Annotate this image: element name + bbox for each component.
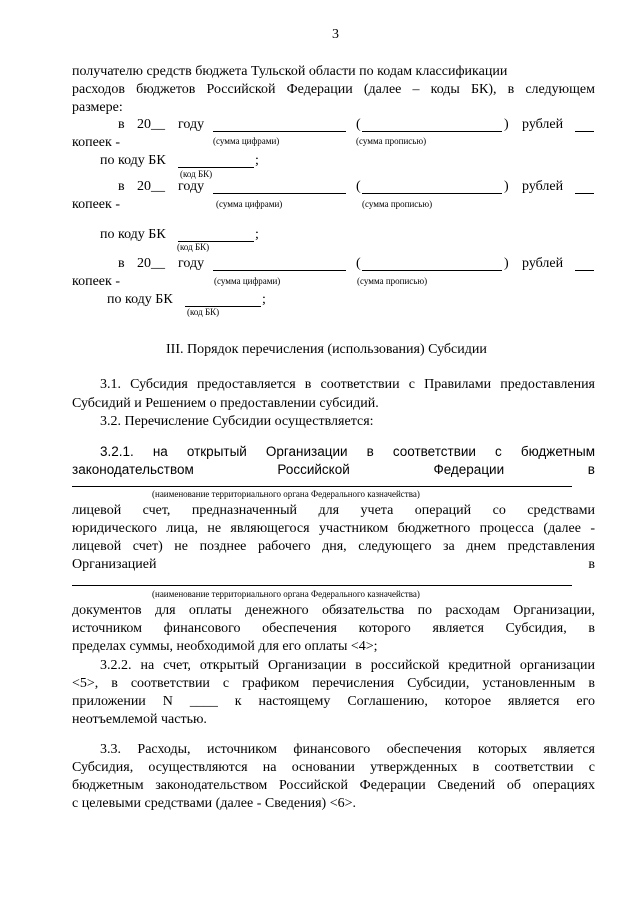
word: Федерации (433, 462, 505, 477)
code-caption: (код БК) (180, 169, 213, 179)
rubles-field[interactable] (575, 270, 594, 271)
open-paren: ( (356, 179, 361, 194)
treasury-caption-2: (наименование территориального органа Федерального казначейства) (152, 589, 420, 599)
rubles-label: рублей (522, 179, 564, 194)
p322-line-3: приложении N ____ к настоящему Соглашению, которое является его (72, 694, 595, 709)
code-field[interactable] (178, 167, 254, 168)
rubles-label: рублей (522, 256, 564, 271)
code-end: ; (255, 227, 259, 242)
amount-digits-field[interactable] (213, 131, 346, 132)
p33-line-4: с целевыми средствами (далее - Сведения) <6>. (72, 796, 356, 811)
code-end: ; (262, 292, 266, 307)
treasury-body-field-2[interactable] (72, 585, 572, 586)
year-prefix: в (118, 117, 125, 132)
p321-line-7: документов для оплаты денежного обязательства по расходам Организации, (72, 603, 595, 618)
kopecks-label: копеек - (72, 274, 120, 289)
p32-line: 3.2. Перечисление Субсидии осуществляется: (100, 414, 374, 429)
code-label: по коду БК (107, 292, 173, 307)
treasury-body-field[interactable] (72, 486, 572, 487)
p321-line-9: пределах суммы, необходимой для его оплаты <4>; (72, 639, 378, 654)
rubles-field[interactable] (575, 193, 594, 194)
amount-words-field[interactable] (362, 131, 502, 132)
p33-line-1: 3.3. Расходы, источником финансового обеспечения которых является (100, 742, 595, 757)
word: в (588, 557, 595, 572)
rubles-field[interactable] (575, 131, 594, 132)
word: в (587, 462, 595, 477)
p31-line-2: Субсидий и Решением о предоставлении субсидий. (72, 396, 379, 411)
treasury-caption: (наименование территориального органа Федерального казначейства) (152, 489, 420, 499)
year-value: 20__ (137, 117, 165, 132)
p321-line-5: лицевой счет) не позднее рабочего дня, следующего за днем представления (72, 539, 595, 554)
p31-line-1: 3.1. Субсидия предоставляется в соответствии с Правилами предоставления (100, 377, 595, 392)
year-word: году (178, 117, 205, 132)
intro-line-1: получателю средств бюджета Тульской области по кодам классификации (72, 64, 508, 79)
words-caption: (сумма прописью) (362, 199, 433, 209)
word: Организацией (72, 557, 157, 572)
amount-digits-field[interactable] (213, 270, 346, 271)
intro-line-2: расходов бюджетов Российской Федерации (далее – коды БК), в следующем (72, 82, 595, 97)
year-value: 20__ (137, 179, 165, 194)
amount-digits-field[interactable] (213, 193, 346, 194)
kopecks-label: копеек - (72, 197, 120, 212)
year-prefix: в (118, 179, 125, 194)
rubles-label: рублей (522, 117, 564, 132)
code-label: по коду БК (100, 227, 166, 242)
p322-line-2: <5>, в соответствии с графиком перечисления Субсидии, установленным в (72, 676, 595, 691)
p33-line-3: бюджетным законодательством Российской Федерации Сведений об операциях (72, 778, 595, 793)
code-label: по коду БК (100, 153, 166, 168)
kopecks-label: копеек - (72, 135, 120, 150)
p33-line-2: Субсидия, осуществляются на основании утвержденных в соответствии с (72, 760, 595, 775)
p321-line-2 (72, 461, 595, 479)
digits-caption: (сумма цифрами) (216, 199, 283, 209)
p321-line-4: юридического лица, не являющегося участником бюджетного процесса (далее - (72, 521, 595, 536)
open-paren: ( (356, 256, 361, 271)
amount-words-field[interactable] (362, 193, 502, 194)
word: законодательством (72, 462, 194, 477)
close-paren: ) (504, 256, 509, 271)
year-value: 20__ (137, 256, 165, 271)
page-number: 3 (332, 27, 339, 42)
code-caption: (код БК) (177, 242, 210, 252)
close-paren: ) (504, 179, 509, 194)
words-caption: (сумма прописью) (356, 136, 427, 146)
p321-line-3: лицевой счет, предназначенный для учета операций со средствами (72, 503, 595, 518)
year-word: году (178, 256, 205, 271)
code-caption: (код БК) (187, 307, 220, 317)
code-end: ; (255, 153, 259, 168)
p322-line-1: 3.2.2. на счет, открытый Организации в российской кредитной организации (100, 658, 595, 673)
digits-caption: (сумма цифрами) (213, 136, 280, 146)
p321-line-8: источником финансового обеспечения которого является Субсидия, в (72, 621, 595, 636)
section-title: III. Порядок перечисления (использования) Субсидии (166, 342, 487, 357)
intro-line-3: размере: (72, 100, 123, 115)
digits-caption: (сумма цифрами) (214, 276, 281, 286)
close-paren: ) (504, 117, 509, 132)
p321-line-6 (72, 556, 595, 574)
p322-line-4: неотъемлемой частью. (72, 712, 207, 727)
year-word: году (178, 179, 205, 194)
word: Российской (277, 462, 350, 477)
amount-words-field[interactable] (362, 270, 502, 271)
year-prefix: в (118, 256, 125, 271)
open-paren: ( (356, 117, 361, 132)
words-caption: (сумма прописью) (357, 276, 428, 286)
p321-line-1: 3.2.1. на открытый Организации в соответствии с бюджетным (100, 444, 595, 459)
